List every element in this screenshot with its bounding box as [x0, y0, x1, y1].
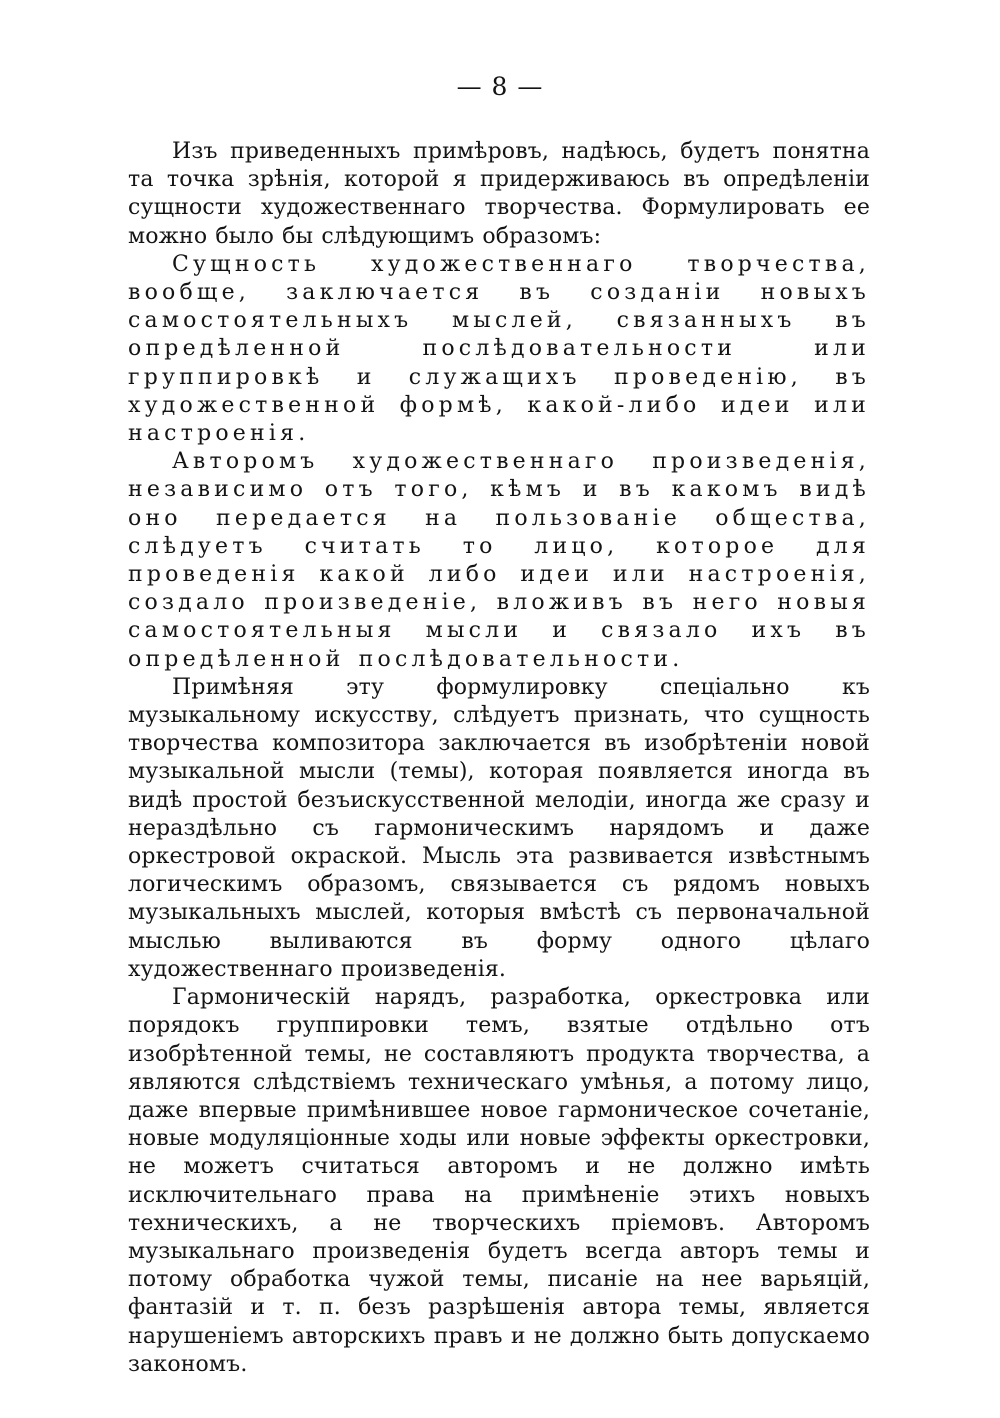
- paragraph-definition-author: Авторомъ художественнаго произведенія, независимо отъ того, кѣмъ и въ какомъ видѣ оно передается на пользованіе общества, слѣдуетъ считать то лицо, которое для проведенія какой либо идеи или настроенія, создало произведеніе, вложивъ въ него новыя самостоятельныя мысли и связало ихъ въ опредѣленной послѣдовательности.: [128, 449, 870, 672]
- paragraph-intro: Изъ приведенныхъ примѣровъ, надѣюсь, будетъ понятна та точка зрѣнія, которой я придерживаюсь въ опредѣленіи сущности художественнаго творчества. Формулировать ее можно было бы слѣдующимъ образомъ:: [128, 139, 870, 249]
- page-number: — 8 —: [456, 72, 544, 101]
- body-text: [128, 138, 870, 1379]
- paragraph-definition-creativity: Сущность художественнаго творчества, вообще, заключается въ созданіи новыхъ самостоятельныхъ мыслей, связанныхъ въ опредѣленной послѣдовательности или группировкѣ и служащихъ проведенію, въ художественной формѣ, какой-либо идеи или настроенія.: [128, 251, 870, 447]
- paragraph-music-application: Примѣняя эту формулировку спеціально къ музыкальному искусству, слѣдуетъ признать, что сущность творчества композитора заключается въ изобрѣтеніи новой музыкальной мысли (темы), которая появляется иногда въ видѣ простой безъискусственной мелодіи, иногда же сразу и нераздѣльно съ гармоническимъ нарядомъ и даже оркестровой окраской. Мысль эта развивается извѣстнымъ логическимъ образомъ, связывается съ рядомъ новыхъ музыкальныхъ мыслей, которыя вмѣстѣ съ первоначальной мыслью выливаются въ форму одного цѣлаго художественнаго произведенія.: [128, 674, 870, 982]
- paragraph-technique-vs-creativity: Гармоническій нарядъ, разработка, оркестровка или порядокъ группировки темъ, взятые отдѣльно отъ изобрѣтенной темы, не составляютъ продукта творчества, а являются слѣдствіемъ техническаго умѣнья, а потому лицо, даже впервые примѣнившее новое гармоническое сочетаніе, новые модуляціонные ходы или новые эффекты оркестровки, не можетъ считаться авторомъ и не должно имѣть исключительнаго права на примѣненіе этихъ новыхъ техническихъ, а не творческихъ пріемовъ. Авторомъ музыкальнаго произведенія будетъ всегда авторъ темы и потому обработка чужой темы, писаніе на нее варьяцій, фантазій и т. п. безъ разрѣшенія автора темы, является нарушеніемъ авторскихъ правъ и не должно быть допускаемо закономъ.: [128, 985, 870, 1377]
